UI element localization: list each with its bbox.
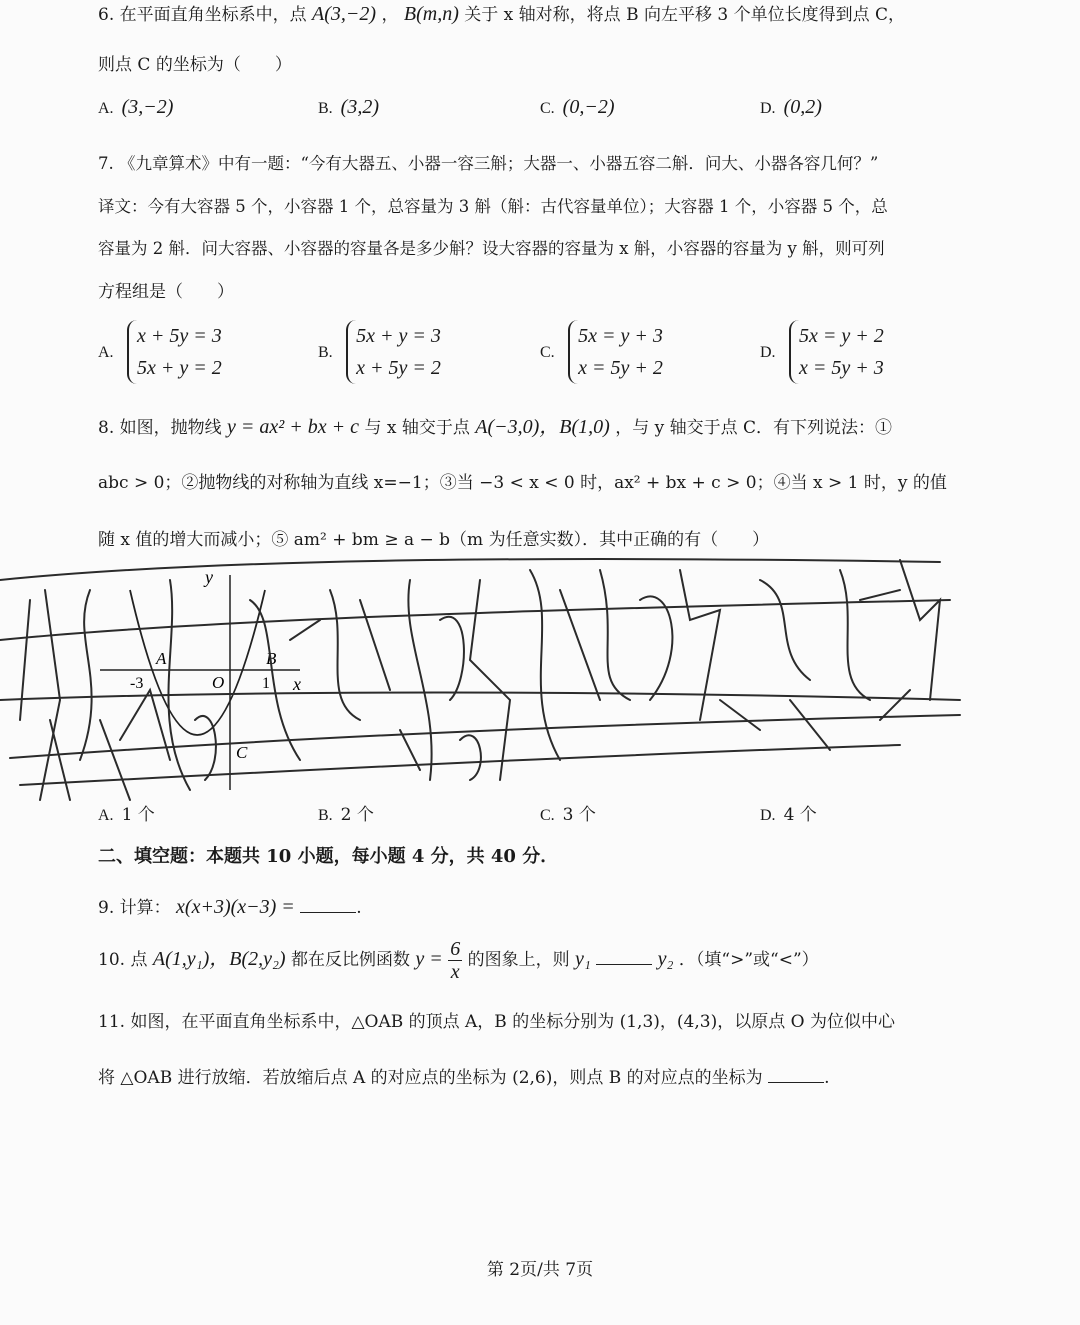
q8-option-c: [540, 800, 596, 825]
option-label: A.: [98, 807, 114, 824]
q6-line2: 则点 C 的坐标为（ ）: [98, 55, 292, 75]
q11-text: 将 △OAB 进行放缩．若放缩后点 A 的对应点的坐标为 (2,6)，则点 B 的对应点的坐标为: [98, 1068, 763, 1088]
point-c-label: C: [236, 743, 248, 762]
equation-2: x = 5y + 2: [578, 357, 663, 379]
q8-option-b: [318, 800, 374, 825]
q9-line: [98, 893, 362, 919]
page-number: 第 2页/共 7页: [486, 1260, 594, 1280]
tick-label-1: 1: [262, 675, 270, 692]
option-value: 1 个: [121, 805, 155, 825]
option-label: D.: [760, 343, 776, 361]
option-value: (3,−2): [121, 96, 174, 118]
origin-label: O: [212, 673, 225, 692]
q7-line2: 译文：今有大容器 5 个，小容器 1 个，总容量为 3 斛（斛：古代容量单位）；大容器 1 个，小容器 5 个，总: [98, 197, 888, 216]
q10-points: A(1,y₁)，B(2,y₂): [152, 948, 286, 970]
q6-text-b: 关于 x 轴对称，将点 B 向左平移 3 个单位长度得到点 C，: [464, 5, 906, 25]
q9-end: .: [356, 898, 362, 918]
equation-1: 5x = y + 3: [578, 325, 663, 347]
equation-2: x + 5y = 2: [356, 357, 441, 379]
parabola-curve: [130, 590, 265, 735]
q7-line3: 容量为 2 斛．问大容器、小容器的容量各是多少斛？设大容器的容量为 x 斛，小容器的容量为 y 斛，则可列: [98, 239, 885, 258]
q8-option-d: [760, 800, 817, 825]
q10-line: [98, 938, 819, 983]
option-label: C.: [540, 100, 555, 117]
point-b-label: B: [266, 649, 277, 668]
q6-text-a: 6. 在平面直角坐标系中，点: [98, 5, 307, 25]
q10-function: y =: [415, 948, 443, 970]
option-value: 2 个: [340, 805, 374, 825]
option-value: 3 个: [562, 805, 596, 825]
q6-point-a: A(3,−2): [312, 3, 377, 25]
q10-text-c: 的图象上，则: [467, 950, 570, 970]
option-label: D.: [760, 807, 776, 824]
q11-line2: [98, 1063, 830, 1088]
q11-end: .: [824, 1068, 830, 1088]
q9-expression: x(x+3)(x−3) =: [176, 896, 295, 918]
q9-text: 9. 计算：: [98, 898, 171, 918]
q8-text-a: 8. 如图，抛物线: [98, 418, 222, 438]
option-value: (3,2): [340, 96, 379, 118]
q8-points: A(−3,0)，B(1,0): [475, 416, 610, 438]
fraction: [448, 938, 462, 983]
q11-line1: 11. 如图，在平面直角坐标系中，△OAB 的顶点 A，B 的坐标分别为 (1,3)，(4,3)，以原点 O 为位似中心: [98, 1012, 895, 1032]
handwritten-scribble: [0, 559, 960, 800]
x-axis-label: x: [293, 674, 301, 694]
q8-text-b: 与 x 轴交于点: [364, 418, 470, 438]
equation-2: 5x + y = 2: [136, 357, 222, 379]
option-label: C.: [540, 807, 555, 824]
option-label: D.: [760, 100, 776, 117]
q10-y1: y₁: [575, 948, 591, 970]
answer-blank[interactable]: [768, 1082, 824, 1083]
section-heading: 二、填空题：本题共 10 小题，每小题 4 分，共 40 分．: [98, 846, 559, 867]
option-label: A.: [98, 343, 114, 361]
q7-line1: 7. 《九章算术》中有一题：“今有大器五、小器一容三斛；大器一、小器五容二斛．问大、小器各容几何？”: [98, 154, 879, 173]
option-label: B.: [318, 343, 333, 361]
q6-sep: ，: [381, 5, 399, 25]
equation-1: 5x = y + 2: [798, 325, 884, 347]
option-label: B.: [318, 100, 333, 117]
equation-1: 5x + y = 3: [356, 325, 441, 347]
point-a-label: A: [156, 649, 167, 668]
answer-blank[interactable]: [300, 912, 356, 913]
y-axis-label: y: [205, 567, 213, 587]
q10-y2: y₂: [657, 948, 674, 970]
q10-text-d: ．（填“>”或“<”）: [678, 950, 819, 970]
option-label: C.: [540, 343, 555, 361]
q8-text-c: ，与 y 轴交于点 C．有下列说法：①: [615, 418, 893, 438]
answer-blank[interactable]: [596, 964, 652, 965]
tick-label-minus3: -3: [130, 675, 144, 692]
option-value: (0,2): [783, 96, 822, 118]
option-label: A.: [98, 100, 114, 117]
option-label: B.: [318, 807, 333, 824]
option-value: (0,−2): [562, 96, 615, 118]
fraction-denominator: x: [450, 961, 460, 983]
q7-line4: 方程组是（ ）: [98, 282, 234, 302]
equation-2: x = 5y + 3: [798, 357, 884, 379]
q8-equation: y = ax² + bx + c: [227, 416, 360, 438]
equation-1: x + 5y = 3: [136, 325, 222, 347]
q8-option-a: [98, 800, 155, 825]
q10-text-b: 都在反比例函数: [291, 950, 410, 970]
q8-line3: 随 x 值的增大而减小；⑤ am² + bm ≥ a − b（m 为任意实数）．其中正确的有（ ）: [98, 530, 770, 550]
q8-line2: abc > 0；②抛物线的对称轴为直线 x=−1；③当 −3 < x < 0 时，ax² + bx + c > 0；④当 x > 1 时，y 的值: [98, 473, 947, 493]
option-value: 4 个: [783, 805, 817, 825]
q10-text-a: 10. 点: [98, 950, 148, 970]
q6-point-b: B(m,n): [403, 3, 459, 25]
fraction-numerator: 6: [450, 938, 461, 960]
